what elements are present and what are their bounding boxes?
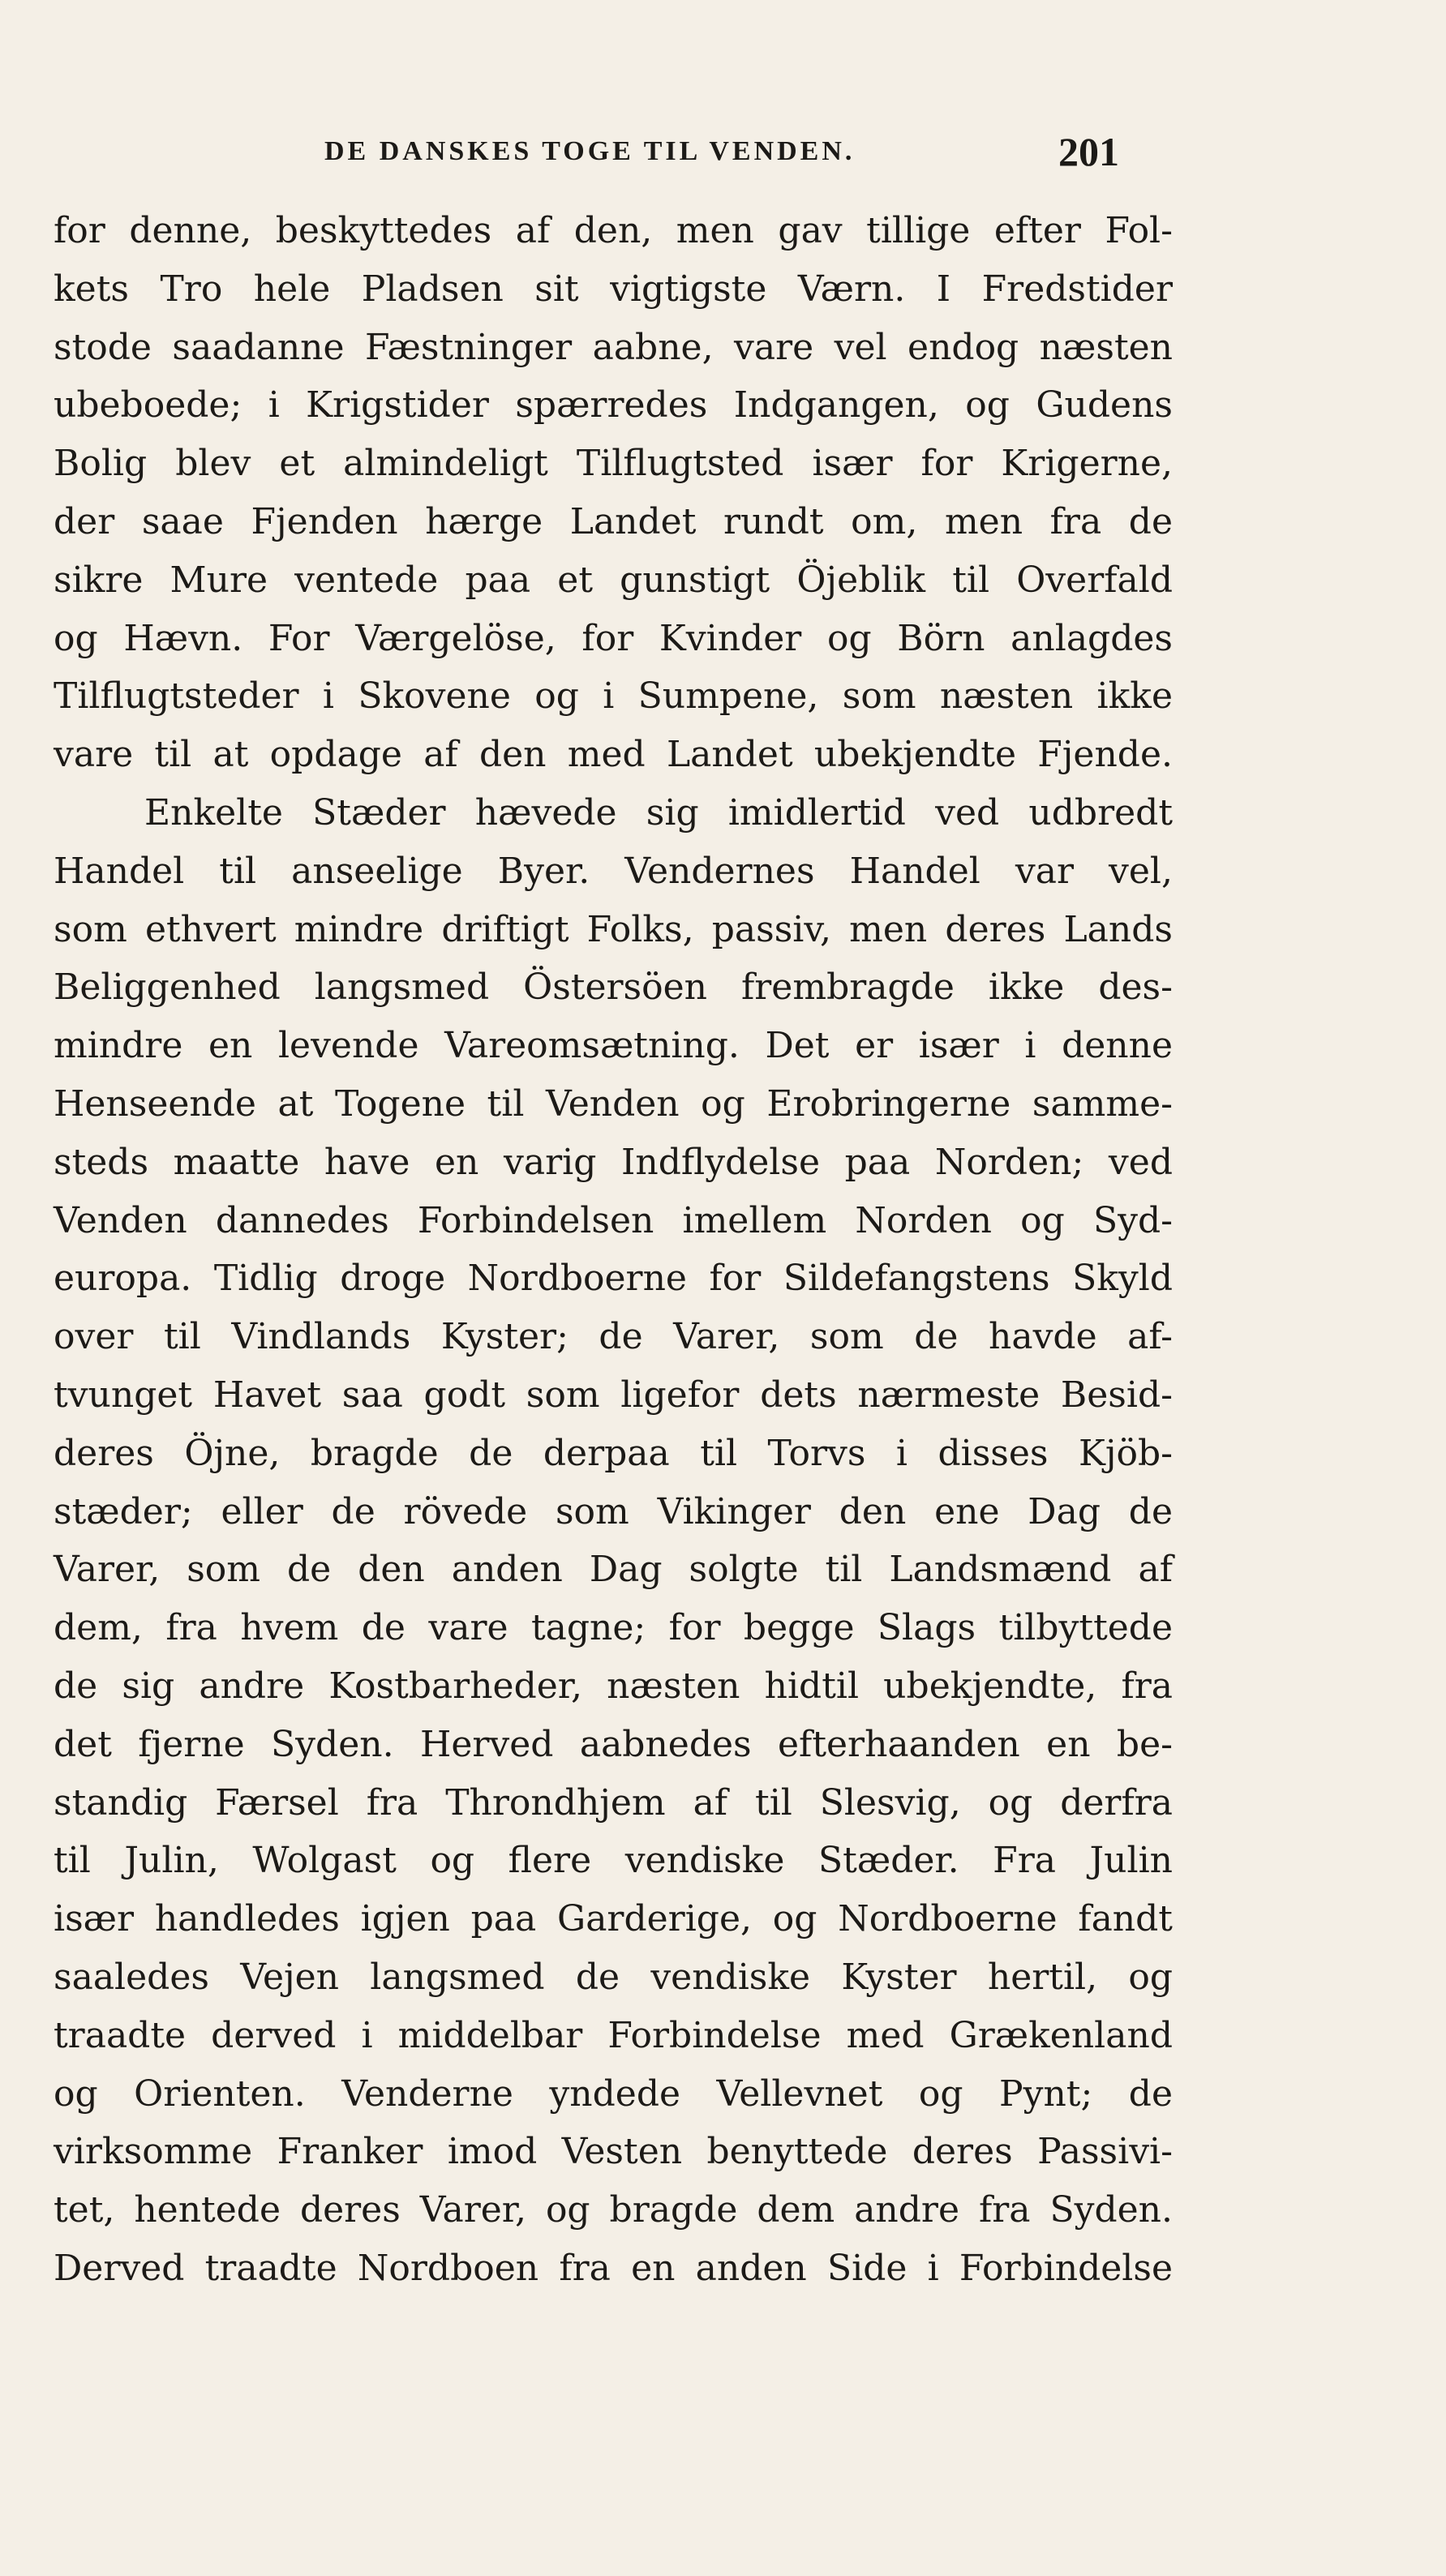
text-line: sikre Mure ventede paa et gunstigt Öjeblik til Overfald	[54, 559, 1173, 601]
text-line: Tilflugtsteder i Skovene og i Sumpene, som næsten ikke	[54, 675, 1173, 718]
text-line: ubeboede; i Krigstider spærredes Indgangen, og Gudens	[54, 384, 1173, 426]
text-line: de sig andre Kostbarheder, næsten hidtil ubekjendte, fra	[54, 1665, 1173, 1707]
text-line: tvunget Havet saa godt som ligefor dets nærmeste Besid-	[54, 1374, 1173, 1416]
text-line: stode saadanne Fæstninger aabne, vare vel endog næsten	[54, 326, 1173, 368]
text-line: stæder; eller de rövede som Vikinger den ene Dag de	[54, 1490, 1173, 1532]
text-line: standig Færsel fra Throndhjem af til Slesvig, og derfra	[54, 1781, 1173, 1824]
text-line: Beliggenhed langsmed Östersöen frembragde ikke des-	[54, 967, 1173, 1009]
text-line: tet, hentede deres Varer, og bragde dem andre fra Syden.	[54, 2189, 1173, 2231]
text-line: europa. Tidlig droge Nordboerne for Sildefangstens Skyld	[54, 1258, 1173, 1300]
text-line: mindre en levende Vareomsætning. Det er især i denne	[54, 1025, 1173, 1067]
text-line: især handledes igjen paa Garderige, og Nordboerne fandt	[54, 1898, 1173, 1940]
text-line: Derved traadte Nordboen fra en anden Side i Forbindelse	[54, 2247, 1173, 2289]
text-line: der saae Fjenden hærge Landet rundt om, men fra de	[54, 500, 1173, 542]
running-header	[0, 128, 1446, 185]
text-line: Varer, som de den anden Dag solgte til Landsmænd af	[54, 1549, 1173, 1591]
text-line: Bolig blev et almindeligt Tilflugtsted især for Krigerne,	[54, 443, 1173, 485]
text-line: det fjerne Syden. Herved aabnedes efterhaanden en be-	[54, 1723, 1173, 1765]
text-line: vare til at opdage af den med Landet ubekjendte Fjende.	[54, 734, 1173, 776]
text-line: kets Tro hele Pladsen sit vigtigste Værn. I Fredstider	[54, 268, 1173, 310]
text-line: saaledes Vejen langsmed de vendiske Kyster hertil, og	[54, 1956, 1173, 1998]
text-line: og Hævn. For Værgelöse, for Kvinder og Börn anlagdes	[54, 617, 1173, 659]
text-line: traadte derved i middelbar Forbindelse med Grækenland	[54, 2014, 1173, 2056]
running-title: DE DANSKES TOGE TIL VENDEN.	[324, 136, 856, 166]
text-line: for denne, beskyttedes af den, men gav tillige efter Fol-	[54, 210, 1173, 251]
text-line: deres Öjne, bragde de derpaa til Torvs i disses Kjöb-	[54, 1432, 1173, 1474]
text-line: til Julin, Wolgast og flere vendiske Stæder. Fra Julin	[54, 1840, 1173, 1882]
text-line: virksomme Franker imod Vesten benyttede deres Passivi-	[54, 2131, 1173, 2173]
text-line: dem, fra hvem de vare tagne; for begge Slags tilbyttede	[54, 1607, 1173, 1649]
text-line: som ethvert mindre driftigt Folks, passiv, men deres Lands	[54, 908, 1173, 950]
body-text	[54, 202, 1173, 2298]
page-number: 201	[1058, 129, 1119, 174]
text-line: og Orienten. Venderne yndede Vellevnet og Pynt; de	[54, 2072, 1173, 2115]
text-line: Enkelte Stæder hævede sig imidlertid ved udbredt	[144, 791, 1173, 834]
text-line: Handel til anseelige Byer. Vendernes Handel var vel,	[54, 850, 1173, 892]
text-line: over til Vindlands Kyster; de Varer, som de havde af-	[54, 1316, 1173, 1358]
text-line: Henseende at Togene til Venden og Erobringerne samme-	[54, 1082, 1173, 1125]
text-line: Venden dannedes Forbindelsen imellem Norden og Syd-	[54, 1199, 1173, 1241]
text-line: steds maatte have en varig Indflydelse paa Norden; ved	[54, 1141, 1173, 1183]
